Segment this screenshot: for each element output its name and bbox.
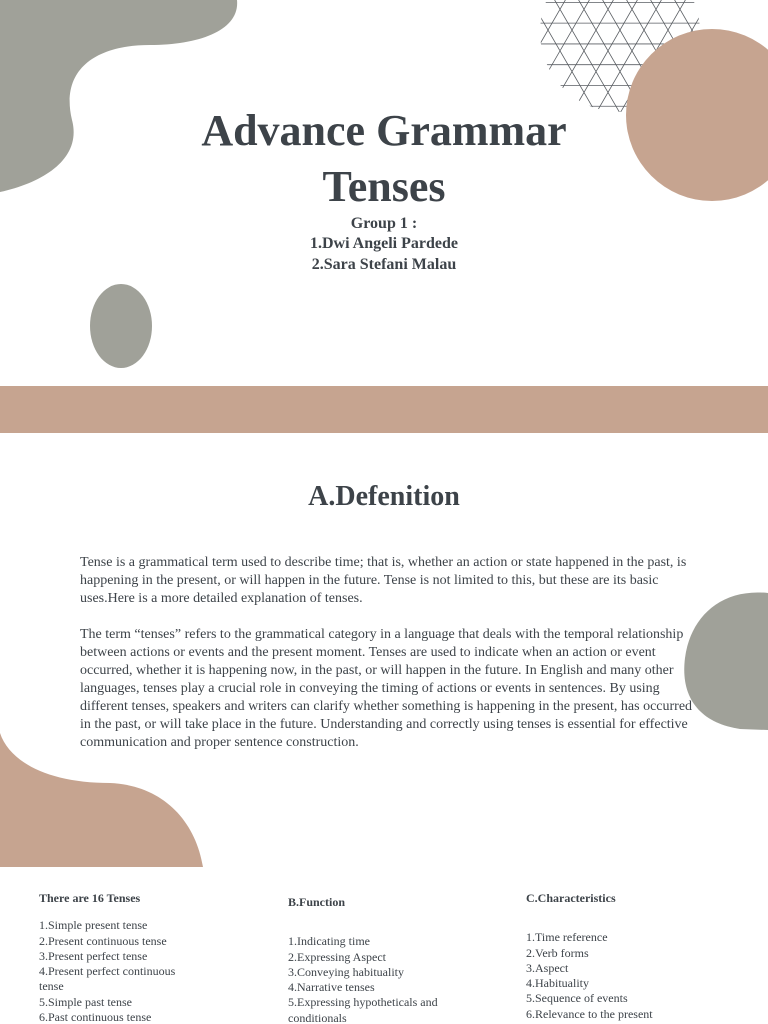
list-item: 3.Conveying habituality (288, 964, 404, 979)
definition-heading: A.Defenition (308, 481, 460, 512)
characteristics-column (526, 891, 686, 1022)
characteristics-heading: C.Characteristics (526, 891, 616, 905)
function-heading: B.Function (288, 895, 346, 909)
tenses-list (39, 918, 199, 1024)
list-item: 4.Habituality (526, 976, 589, 991)
list-item: 1.Indicating time (288, 934, 370, 949)
list-item: 5.Simple past tense (39, 994, 132, 1009)
tenses-heading: There are 16 Tenses (39, 891, 141, 905)
definition-paragraph-1: Tense is a grammatical term used to describe time; that is, whether an action or state happened in the past, is happening in the present, or will happen in the future. Tense is not limited to this, but these are its basic uses.Here is a more detailed explanation of tenses. (80, 555, 687, 606)
list-item: 1.Time reference (526, 930, 608, 945)
list-item: 2.Expressing Aspect (288, 949, 386, 964)
list-item: 6.Past continuous tense (39, 1010, 152, 1024)
list-item: 5.Sequence of events (526, 991, 628, 1006)
definition-paragraph-2: The term “tenses” refers to the grammatical category in a language that deals with the temporal relationship between actions or events and the present moment. Tenses are used to indicate when an action or event occurred, whether it is happening now, in the past, or will happen in the future. In English and many other languages, tenses play a crucial role in conveying the timing of actions or events in sentences. By using different tenses, speakers and writers can clarify whether something is happening in the present, has occurred in the past, or will take place in the future. Understanding and correctly using tenses is essential for effective communication and proper sentence construction. (80, 627, 693, 750)
title-line-1: Advance Grammar (201, 106, 567, 155)
slide-divider-band (0, 386, 768, 433)
tenses-column (39, 891, 199, 1024)
gray-oval-left (90, 284, 152, 368)
lists-slide (0, 867, 768, 1024)
function-list (288, 934, 448, 1024)
characteristics-list (526, 930, 686, 1022)
title-line-2: Tenses (322, 162, 446, 211)
list-item: 1.Simple present tense (39, 918, 148, 933)
list-item: 4.Present perfect continuous tense (39, 964, 176, 994)
member-2: 2.Sara Stefani Malau (311, 256, 457, 273)
list-item: 3.Present perfect tense (39, 948, 148, 963)
clay-blob-bottom-left (0, 733, 203, 867)
list-item: 4.Narrative tenses (288, 980, 375, 995)
function-column (288, 895, 448, 1024)
title-slide (0, 0, 768, 386)
definition-slide (0, 433, 768, 867)
list-item: 2.Verb forms (526, 945, 589, 960)
list-item: 6.Relevance to the present (526, 1006, 653, 1021)
group-label: Group 1 : (350, 215, 418, 232)
list-item: 2.Present continuous tense (39, 933, 167, 948)
list-item: 5.Expressing hypotheticals and conditionals (288, 995, 438, 1024)
list-item: 3.Aspect (526, 960, 569, 975)
member-1: 1.Dwi Angeli Pardede (310, 235, 458, 252)
